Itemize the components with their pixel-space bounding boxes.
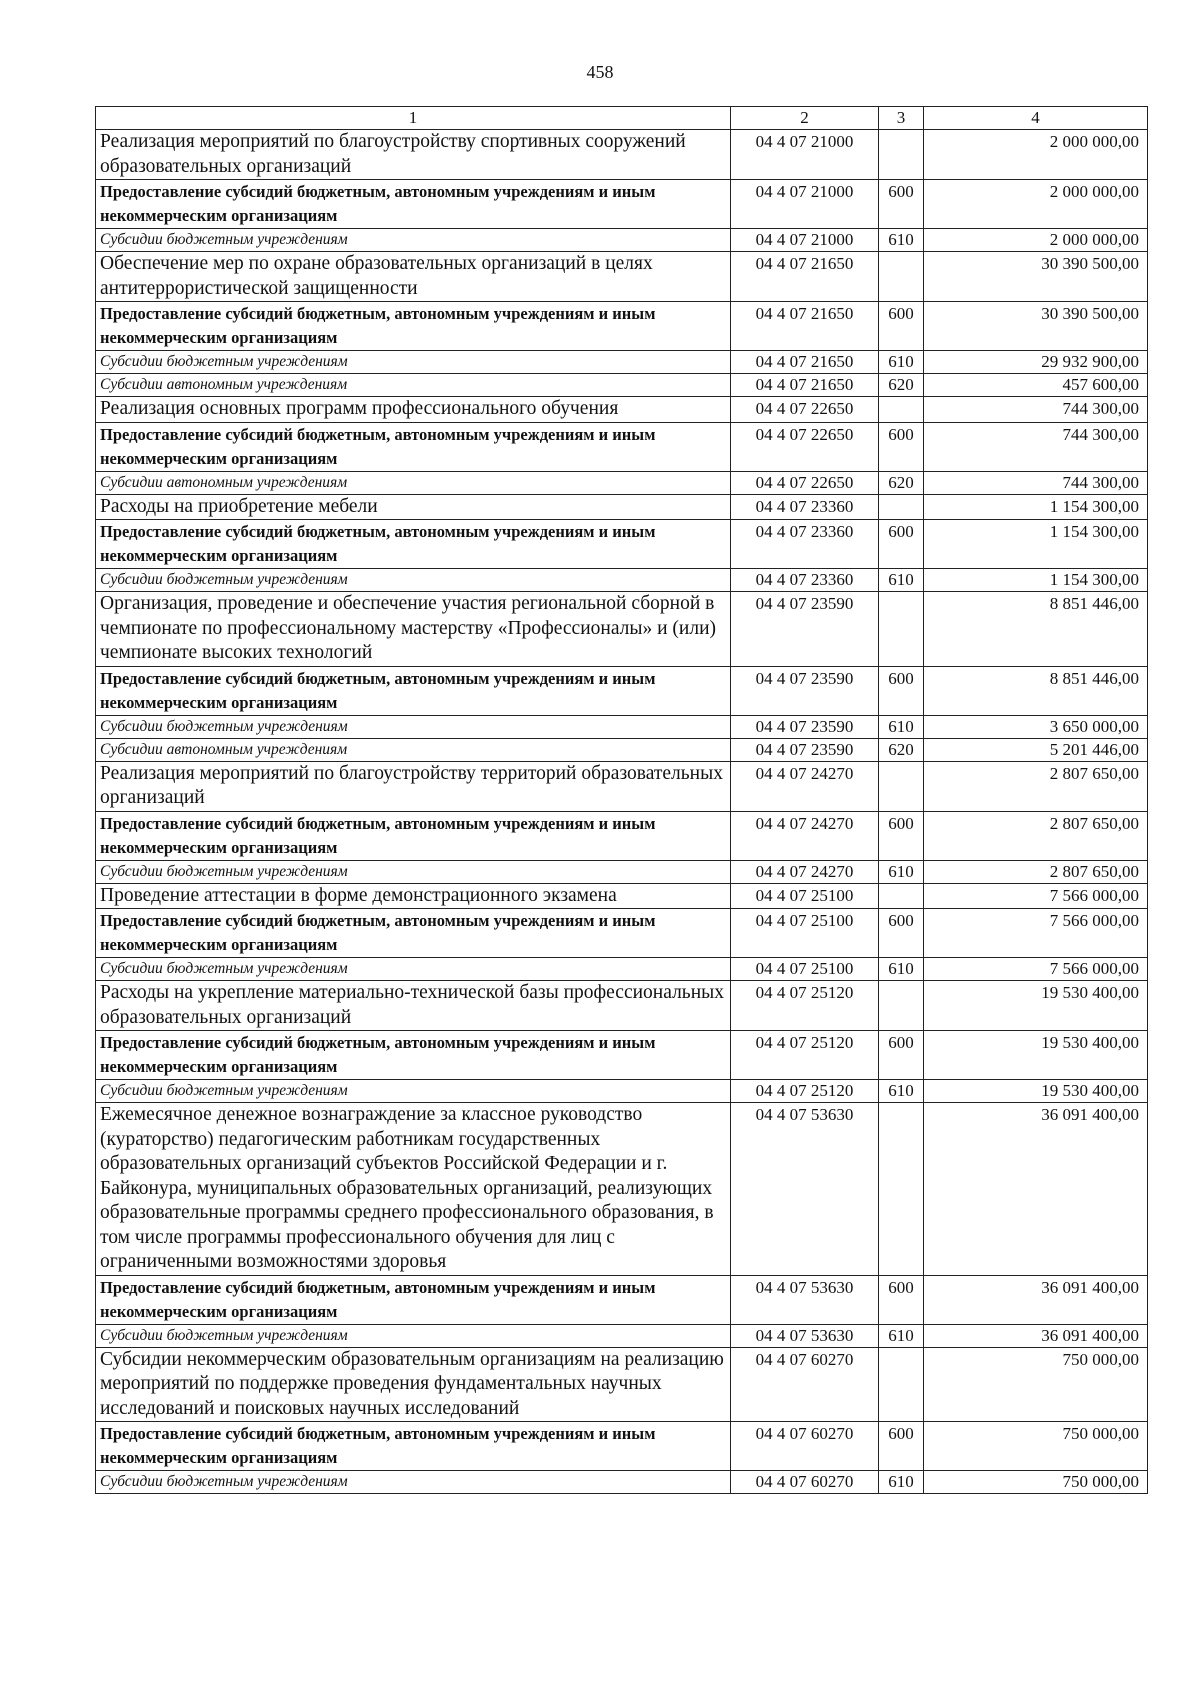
row-code: 04 4 07 23590 (731, 738, 879, 761)
row-amount: 5 201 446,00 (924, 738, 1148, 761)
row-code: 04 4 07 60270 (731, 1347, 879, 1422)
table-row (96, 666, 1148, 715)
row-expense-type (879, 981, 924, 1031)
row-name: Субсидии бюджетным учреждениям (96, 351, 731, 374)
table-row (96, 302, 1148, 351)
row-amount: 2 000 000,00 (924, 229, 1148, 252)
table-row (96, 1080, 1148, 1103)
row-code: 04 4 07 22650 (731, 471, 879, 494)
row-code: 04 4 07 25120 (731, 1080, 879, 1103)
row-expense-type: 620 (879, 471, 924, 494)
table-row (96, 180, 1148, 229)
table-row (96, 1471, 1148, 1494)
row-expense-type (879, 130, 924, 180)
row-expense-type: 600 (879, 811, 924, 860)
row-code: 04 4 07 23590 (731, 592, 879, 667)
row-name: Проведение аттестации в форме демонстрационного экзамена (96, 883, 731, 909)
table-row (96, 229, 1148, 252)
row-name: Предоставление субсидий бюджетным, автономным учреждениям и иным некоммерческим организациям (96, 909, 731, 958)
row-amount: 1 154 300,00 (924, 494, 1148, 520)
row-code: 04 4 07 53630 (731, 1324, 879, 1347)
row-expense-type: 620 (879, 374, 924, 397)
table-row (96, 397, 1148, 423)
table-row (96, 1103, 1148, 1276)
row-code: 04 4 07 23360 (731, 569, 879, 592)
row-name: Реализация мероприятий по благоустройству территорий образовательных организаций (96, 761, 731, 811)
row-expense-type (879, 1347, 924, 1422)
row-amount: 2 000 000,00 (924, 130, 1148, 180)
row-expense-type: 600 (879, 422, 924, 471)
row-amount: 2 807 650,00 (924, 761, 1148, 811)
row-expense-type: 600 (879, 302, 924, 351)
row-expense-type: 600 (879, 666, 924, 715)
row-expense-type: 600 (879, 520, 924, 569)
table-row (96, 422, 1148, 471)
row-name: Субсидии бюджетным учреждениям (96, 1471, 731, 1494)
row-amount: 19 530 400,00 (924, 1031, 1148, 1080)
table-row (96, 351, 1148, 374)
row-amount: 2 807 650,00 (924, 860, 1148, 883)
header-col-2: 2 (731, 107, 879, 130)
row-expense-type: 610 (879, 1324, 924, 1347)
row-code: 04 4 07 60270 (731, 1422, 879, 1471)
row-expense-type: 610 (879, 229, 924, 252)
row-code: 04 4 07 21650 (731, 252, 879, 302)
row-amount: 1 154 300,00 (924, 520, 1148, 569)
row-name: Предоставление субсидий бюджетным, автономным учреждениям и иным некоммерческим организациям (96, 520, 731, 569)
row-code: 04 4 07 25100 (731, 958, 879, 981)
row-name: Субсидии бюджетным учреждениям (96, 1080, 731, 1103)
row-code: 04 4 07 23590 (731, 715, 879, 738)
table-body (96, 130, 1148, 1494)
row-name: Субсидии бюджетным учреждениям (96, 715, 731, 738)
row-expense-type: 600 (879, 1275, 924, 1324)
row-name: Предоставление субсидий бюджетным, автономным учреждениям и иным некоммерческим организациям (96, 1275, 731, 1324)
row-name: Субсидии бюджетным учреждениям (96, 229, 731, 252)
table-row (96, 1347, 1148, 1422)
row-amount: 457 600,00 (924, 374, 1148, 397)
row-code: 04 4 07 60270 (731, 1471, 879, 1494)
table-row (96, 569, 1148, 592)
row-code: 04 4 07 21650 (731, 302, 879, 351)
row-amount: 3 650 000,00 (924, 715, 1148, 738)
table-row (96, 1275, 1148, 1324)
row-amount: 744 300,00 (924, 422, 1148, 471)
row-expense-type (879, 397, 924, 423)
row-code: 04 4 07 25100 (731, 883, 879, 909)
row-name: Субсидии бюджетным учреждениям (96, 1324, 731, 1347)
row-code: 04 4 07 22650 (731, 397, 879, 423)
row-expense-type (879, 252, 924, 302)
row-expense-type (879, 883, 924, 909)
row-expense-type: 610 (879, 1471, 924, 1494)
row-code: 04 4 07 53630 (731, 1275, 879, 1324)
table-row (96, 715, 1148, 738)
table-row (96, 811, 1148, 860)
row-name: Предоставление субсидий бюджетным, автономным учреждениям и иным некоммерческим организациям (96, 302, 731, 351)
row-expense-type: 610 (879, 860, 924, 883)
row-amount: 19 530 400,00 (924, 981, 1148, 1031)
row-name: Обеспечение мер по охране образовательных организаций в целях антитеррористической защищенности (96, 252, 731, 302)
row-code: 04 4 07 25120 (731, 1031, 879, 1080)
row-expense-type (879, 592, 924, 667)
row-code: 04 4 07 23360 (731, 520, 879, 569)
row-expense-type: 610 (879, 715, 924, 738)
header-col-4: 4 (924, 107, 1148, 130)
row-name: Ежемесячное денежное вознаграждение за классное руководство (кураторство) педагогическим работникам государственных образовательных организаций субъектов Российской Федерации и г. Байконура, муниципальных образовательных организаций, реализующих образовательные программы среднего профессионального образования, в том числе программы профессионального обучения для лиц с ограниченными возможностями здоровья (96, 1103, 731, 1276)
row-amount: 30 390 500,00 (924, 252, 1148, 302)
row-code: 04 4 07 21000 (731, 130, 879, 180)
row-amount: 750 000,00 (924, 1422, 1148, 1471)
row-name: Расходы на приобретение мебели (96, 494, 731, 520)
row-code: 04 4 07 21000 (731, 229, 879, 252)
row-name: Субсидии автономным учреждениям (96, 374, 731, 397)
row-code: 04 4 07 24270 (731, 860, 879, 883)
table-header (96, 107, 1148, 130)
table-row (96, 374, 1148, 397)
row-name: Реализация основных программ профессионального обучения (96, 397, 731, 423)
row-code: 04 4 07 53630 (731, 1103, 879, 1276)
row-amount: 2 000 000,00 (924, 180, 1148, 229)
table-row (96, 909, 1148, 958)
table-row (96, 1324, 1148, 1347)
table-row (96, 738, 1148, 761)
row-amount: 7 566 000,00 (924, 958, 1148, 981)
header-col-1: 1 (96, 107, 731, 130)
row-code: 04 4 07 21650 (731, 351, 879, 374)
row-amount: 744 300,00 (924, 397, 1148, 423)
row-code: 04 4 07 24270 (731, 761, 879, 811)
row-name: Предоставление субсидий бюджетным, автономным учреждениям и иным некоммерческим организациям (96, 811, 731, 860)
row-expense-type (879, 494, 924, 520)
row-code: 04 4 07 22650 (731, 422, 879, 471)
row-expense-type: 600 (879, 1422, 924, 1471)
row-expense-type: 600 (879, 1031, 924, 1080)
row-amount: 19 530 400,00 (924, 1080, 1148, 1103)
row-name: Предоставление субсидий бюджетным, автономным учреждениям и иным некоммерческим организациям (96, 180, 731, 229)
row-expense-type: 610 (879, 1080, 924, 1103)
row-expense-type: 600 (879, 180, 924, 229)
row-amount: 2 807 650,00 (924, 811, 1148, 860)
row-name: Субсидии бюджетным учреждениям (96, 569, 731, 592)
row-name: Предоставление субсидий бюджетным, автономным учреждениям и иным некоммерческим организациям (96, 1031, 731, 1080)
row-code: 04 4 07 21000 (731, 180, 879, 229)
header-col-3: 3 (879, 107, 924, 130)
row-name: Предоставление субсидий бюджетным, автономным учреждениям и иным некоммерческим организациям (96, 666, 731, 715)
row-expense-type (879, 1103, 924, 1276)
table-row (96, 761, 1148, 811)
row-code: 04 4 07 25100 (731, 909, 879, 958)
row-code: 04 4 07 25120 (731, 981, 879, 1031)
row-expense-type (879, 761, 924, 811)
row-amount: 744 300,00 (924, 471, 1148, 494)
row-amount: 8 851 446,00 (924, 666, 1148, 715)
budget-table (95, 106, 1148, 1494)
table-row (96, 130, 1148, 180)
row-code: 04 4 07 23360 (731, 494, 879, 520)
row-code: 04 4 07 23590 (731, 666, 879, 715)
row-amount: 36 091 400,00 (924, 1275, 1148, 1324)
table-row (96, 471, 1148, 494)
row-amount: 36 091 400,00 (924, 1103, 1148, 1276)
page-number: 458 (586, 62, 614, 82)
row-amount: 1 154 300,00 (924, 569, 1148, 592)
row-name: Предоставление субсидий бюджетным, автономным учреждениям и иным некоммерческим организациям (96, 1422, 731, 1471)
table-row (96, 958, 1148, 981)
row-code: 04 4 07 21650 (731, 374, 879, 397)
row-amount: 30 390 500,00 (924, 302, 1148, 351)
row-amount: 7 566 000,00 (924, 883, 1148, 909)
row-expense-type: 610 (879, 569, 924, 592)
table-row (96, 252, 1148, 302)
row-amount: 750 000,00 (924, 1347, 1148, 1422)
table-row (96, 1422, 1148, 1471)
row-name: Организация, проведение и обеспечение участия региональной сборной в чемпионате по профессиональному мастерству «Профессионалы» и (или) чемпионате высоких технологий (96, 592, 731, 667)
row-amount: 36 091 400,00 (924, 1324, 1148, 1347)
row-expense-type: 620 (879, 738, 924, 761)
row-expense-type: 610 (879, 958, 924, 981)
row-name: Реализация мероприятий по благоустройству спортивных сооружений образовательных организаций (96, 130, 731, 180)
row-name: Субсидии автономным учреждениям (96, 471, 731, 494)
row-amount: 750 000,00 (924, 1471, 1148, 1494)
row-name: Субсидии некоммерческим образовательным организациям на реализацию мероприятий по поддержке проведения фундаментальных научных исследований и поисковых научных исследований (96, 1347, 731, 1422)
row-expense-type: 600 (879, 909, 924, 958)
table-row (96, 860, 1148, 883)
row-name: Субсидии автономным учреждениям (96, 738, 731, 761)
row-amount: 29 932 900,00 (924, 351, 1148, 374)
table-row (96, 981, 1148, 1031)
table-row (96, 494, 1148, 520)
row-code: 04 4 07 24270 (731, 811, 879, 860)
row-name: Расходы на укрепление материально-технической базы профессиональных образовательных организаций (96, 981, 731, 1031)
row-expense-type: 610 (879, 351, 924, 374)
row-name: Субсидии бюджетным учреждениям (96, 860, 731, 883)
row-name: Субсидии бюджетным учреждениям (96, 958, 731, 981)
row-name: Предоставление субсидий бюджетным, автономным учреждениям и иным некоммерческим организациям (96, 422, 731, 471)
header-row (96, 107, 1148, 130)
row-amount: 8 851 446,00 (924, 592, 1148, 667)
table-row (96, 1031, 1148, 1080)
table-row (96, 592, 1148, 667)
row-amount: 7 566 000,00 (924, 909, 1148, 958)
table-row (96, 883, 1148, 909)
table-row (96, 520, 1148, 569)
